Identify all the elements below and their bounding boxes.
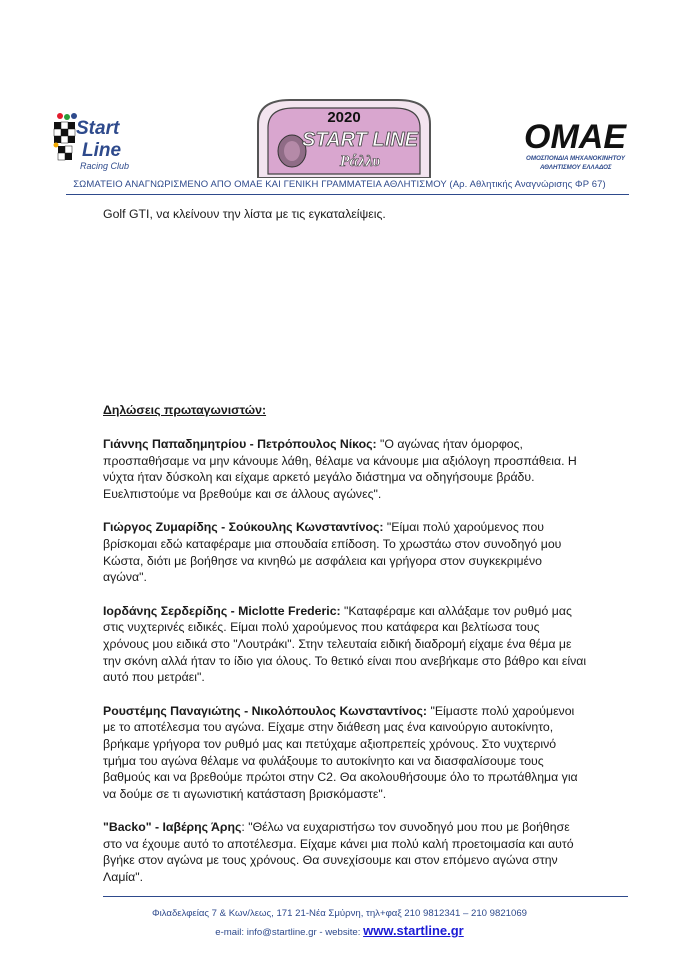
statement-item (103, 603, 588, 686)
logo-left-line3: Racing Club (80, 161, 130, 171)
website-link[interactable]: www.startline.gr (363, 923, 464, 938)
start-line-racing-club-logo (52, 112, 162, 174)
omae-logo-line1: ΟΜΟΣΠΟΝΔΙΑ ΜΗΧΑΝΟΚΙΝΗΤΟΥ (526, 155, 625, 162)
intro-text (103, 206, 588, 223)
omae-logo-line2: ΑΘΛΗΤΙΣΜΟΥ ΕΛΛΑΔΟΣ (540, 164, 612, 171)
statement-speaker: Ιορδάνης Σερδερίδης - Miclotte Frederic: (103, 603, 341, 618)
statement-item (103, 819, 588, 885)
section-heading: Δηλώσεις πρωταγωνιστών: (103, 403, 267, 417)
header-divider (66, 194, 629, 195)
omae-logo (520, 116, 630, 172)
omae-logo-name: ΟΜΑΕ (524, 118, 626, 156)
statement-text: "Ο αγώνας ήταν όμορφος, προσπαθήσαμε να μην κάνουμε λάθη, θέλαμε να κάνουμε μια αξιόλογη προσπάθεια. Η νύχτα ήταν δύσκολη και είχαμε αρκετό μεγάλο διάστημα να οδηγήσουμε βράδυ. Ευελπιστούμε να βρεθούμε και σε άλλους αγώνες". (103, 437, 577, 501)
plate-title: START LINE (302, 129, 418, 151)
statement-speaker: Ρουστέμης Παναγιώτης - Νικολόπουλος Κωνσταντίνος: (103, 703, 428, 718)
statement-text: "Είμαι πολύ χαρούμενος που βρίσκομαι εδώ καταφέραμε μια σπουδαία επίδοση. Το χρωστάω στον συνοδηγό μου Κώστα, διότι με βοήθησε να κινηθώ με ασφάλεια και γρήγορα στον συγκεκριμένο αγώνα". (103, 520, 562, 585)
plate-subtitle: Ράλλυ (339, 153, 381, 170)
footer-email: e-mail: info@startline.gr - website: (215, 927, 364, 938)
rally-plate-logo (250, 96, 438, 178)
logo-left-line1: Start (76, 118, 120, 139)
statement-text: "Καταφέραμε και αλλάξαμε τον ρυθμό μας στις νυχτερινές ειδικές. Είμαι πολύ χαρούμενος που κατάφερα και βελτίωσα τους χρόνους μου ειδικά στο "Λουτράκι". Στην τελευταία ειδική διαδρομή είχαμε ένα θέμα με την σκόνη αλλά ήταν το ίδιο για όλους. Το θετικό είναι που ανεβήκαμε στο βάθρο και είναι αυτό που μετράει". (103, 603, 587, 685)
statements-list (103, 436, 588, 903)
statement-item (103, 703, 588, 803)
statement-speaker: Γιάννης Παπαδημητρίου - Πετρόπουλος Νίκος: (103, 437, 377, 451)
plate-year: 2020 (327, 109, 361, 126)
statement-speaker: Γιώργος Ζυμαρίδης - Σούκουλης Κωνσταντίνος: (103, 520, 384, 535)
statement-item (103, 519, 588, 585)
statement-item (103, 436, 588, 502)
intro-paragraph: Golf GTI, να κλείνουν την λίστα με τις εγκαταλείψεις. (103, 207, 386, 221)
footer-contact (0, 923, 679, 938)
statement-text: : "Θέλω να ευχαριστήσω τον συνοδηγό μου που με βοήθησε στο να έχουμε αυτό το αποτέλεσμα. Είχαμε κάνει μια πολύ καλή προετοιμασία και αυτό βγήκε στον αγώνα με τους χρόνους. Θα συνεχίσουμε και στον επόμενο αγώνα στην Λαμία". (103, 820, 574, 885)
organization-recognition-line: ΣΩΜΑΤΕΙΟ ΑΝΑΓΝΩΡΙΣΜΕΝΟ ΑΠΟ ΟΜΑΕ ΚΑΙ ΓΕΝΙΚΗ ΓΡΑΜΜΑΤΕΙΑ ΑΘΛΗΤΙΣΜΟΥ (Αρ. Αθλητικής Αναγνώρισης ΦΡ 67) (73, 179, 606, 190)
logo-left-line2: Line (82, 140, 122, 161)
statement-text: "Είμαστε πολύ χαρούμενοι με το αποτέλεσμα του αγώνα. Είχαμε στην διάθεση μας ένα καινούργιο αυτοκίνητο, βρήκαμε γρήγορα τον ρυθμό μας και πετύχαμε αξιοπρεπείς χρόνους. Στο νυχτερινό τμήμα του αγώνα θέλαμε να φυλάξουμε το αυτοκίνητο και να διασφαλίσουμε τους βαθμούς και να βρεθούμε πρώτοι στην C2. Θα ακολουθήσουμε όλο το πρωτάθλημα για να δούμε σε τι αγωνιστική κατάσταση βρισκόμαστε". (103, 703, 578, 801)
statement-speaker: "Backo" - Ιαβέρης Άρης (103, 820, 242, 835)
footer-address: Φιλαδελφείας 7 & Κων/λεως, 171 21-Νέα Σμύρνη, τηλ+φαξ 210 9812341 – 210 9821069 (151, 908, 528, 919)
footer-divider (103, 896, 628, 897)
